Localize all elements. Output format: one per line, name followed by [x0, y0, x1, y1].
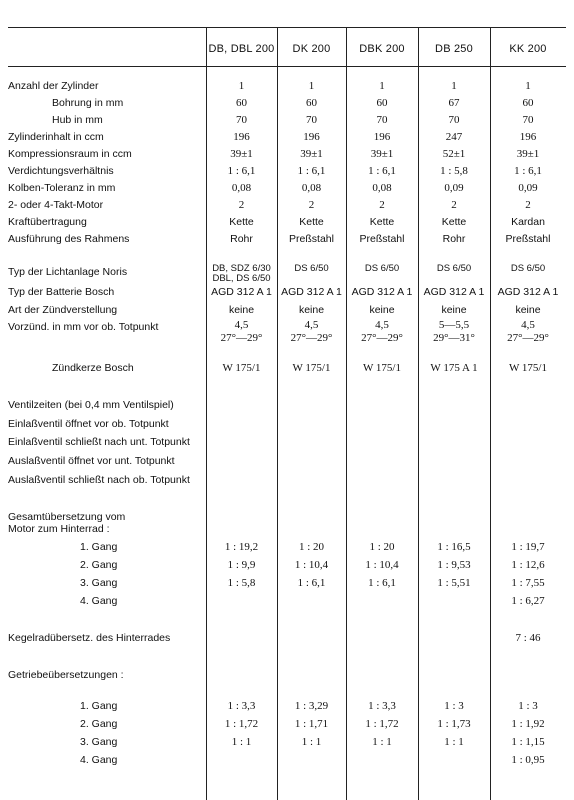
table-cell: 247 — [445, 131, 463, 143]
row-label: 2. Gang — [80, 718, 118, 730]
cell-line: DS 6/50 — [510, 263, 546, 274]
cell-line: DS 6/50 — [294, 263, 329, 274]
row-label: Ausführung des Rahmens — [8, 233, 130, 245]
row-label: Zündkerze Bosch — [52, 362, 134, 374]
cell-line: 29°—31° — [433, 332, 475, 344]
table-cell: 1 : 5,8 — [440, 165, 468, 177]
table-cell: W 175 A 1 — [430, 362, 478, 374]
row-label: Einlaßventil schließt nach unt. Totpunkt — [8, 436, 190, 448]
table-cell: W 175/1 — [509, 362, 547, 374]
table-cell: 1 : 5,8 — [227, 577, 256, 589]
table-cell: 1 : 16,5 — [437, 541, 471, 553]
table-cell: 1 : 6,1 — [297, 577, 326, 589]
table-cell: 196 — [373, 131, 391, 143]
table-cell: Preßstahl — [505, 233, 551, 245]
table-cell: 1 — [238, 80, 245, 92]
table-cell: AGD 312 A 1 — [211, 286, 272, 298]
column-header: DB, DBL 200 — [208, 43, 275, 55]
cell-line: 27°—29° — [290, 332, 333, 344]
cell-line: DS 6/50 — [364, 263, 400, 274]
table-cell: 0,08 — [301, 182, 322, 194]
column-header: KK 200 — [509, 43, 547, 55]
table-cell: 1 : 3,29 — [294, 700, 329, 712]
table-cell: 2 — [308, 199, 315, 211]
table-cell: 1 : 1,73 — [437, 718, 471, 730]
column-header: DBK 200 — [359, 43, 405, 55]
table-cell: AGD 312 A 1 — [281, 286, 342, 298]
table-cell — [418, 319, 490, 345]
row-label: Einlaßventil öffnet vor ob. Totpunkt — [8, 418, 169, 430]
table-cell: W 175/1 — [222, 362, 261, 374]
table-cell: 60 — [236, 97, 247, 109]
table-cell: 1 — [451, 80, 457, 92]
table-cell: 1 — [308, 80, 315, 92]
table-cell: Kette — [229, 216, 254, 228]
table-cell: 2 — [451, 199, 457, 211]
table-cell — [418, 264, 490, 274]
table-cell: 1 : 1,72 — [365, 718, 399, 730]
row-label: Typ der Batterie Bosch — [8, 286, 115, 298]
table-cell: 1 — [379, 80, 385, 92]
table-cell: 2 — [379, 199, 385, 211]
table-cell: 1 : 7,55 — [511, 577, 545, 589]
table-cell: 1 : 0,95 — [511, 754, 545, 766]
table-cell: 2 — [238, 199, 245, 211]
table-cell: 1 : 1,71 — [294, 718, 329, 730]
table-cell: 60 — [376, 97, 388, 109]
cell-line: 5—5,5 — [438, 319, 470, 331]
table-cell: 196 — [303, 131, 320, 143]
table-cell: 39±1 — [230, 148, 253, 160]
table-cell: 52±1 — [442, 148, 466, 160]
table-cell: 1 : 1,72 — [224, 718, 259, 730]
row-label: Anzahl der Zylinder — [8, 80, 99, 92]
table-cell: 1 : 12,6 — [511, 559, 545, 571]
table-cell: 1 : 20 — [298, 541, 325, 553]
table-cell: 1 : 1 — [444, 736, 464, 748]
row-label: Ventilzeiten (bei 0,4 mm Ventilspiel) — [8, 399, 174, 411]
row-label: 1. Gang — [80, 700, 118, 712]
table-cell — [206, 264, 277, 284]
table-cell — [277, 264, 346, 274]
table-cell: 39±1 — [300, 148, 323, 160]
table-cell: 1 : 3 — [518, 700, 538, 712]
cell-line: 4,5 — [521, 319, 535, 331]
table-cell: 1 : 1 — [301, 736, 322, 748]
row-label: Motor zum Hinterrad : — [8, 523, 110, 535]
table-cell: 0,09 — [444, 182, 464, 194]
row-label: Kraftübertragung — [8, 216, 87, 228]
row-label: 4. Gang — [80, 595, 118, 607]
table-cell: 60 — [306, 97, 317, 109]
row-label: 3. Gang — [80, 577, 118, 589]
table-cell: 1 : 1 — [372, 736, 392, 748]
cell-line: 27°—29° — [220, 332, 263, 344]
table-cell: 1 : 6,27 — [511, 595, 545, 607]
row-label: 4. Gang — [80, 754, 118, 766]
table-cell: keine — [369, 304, 395, 316]
cell-line: 4,5 — [234, 319, 249, 331]
cell-line: 27°—29° — [507, 332, 549, 344]
table-cell — [277, 319, 346, 345]
row-label: 2. Gang — [80, 559, 118, 571]
table-cell: 1 : 6,1 — [297, 165, 326, 177]
table-cell: 0,09 — [518, 182, 538, 194]
table-cell: Rohr — [230, 233, 253, 245]
top-rule — [8, 27, 566, 28]
table-cell: 196 — [519, 131, 537, 143]
row-label: Kegelradübersetz. des Hinterrades — [8, 632, 171, 644]
table-cell: 1 : 1,15 — [511, 736, 545, 748]
row-label: Art der Zündverstellung — [8, 304, 118, 316]
table-cell: 7 : 46 — [515, 632, 541, 644]
table-cell: 1 : 10,4 — [294, 559, 329, 571]
cell-line: 4,5 — [304, 319, 319, 331]
table-cell: 1 : 1,92 — [511, 718, 545, 730]
table-cell: 0,08 — [372, 182, 392, 194]
cell-line: 4,5 — [375, 319, 389, 331]
table-cell: Kette — [299, 216, 324, 228]
table-cell: 67 — [448, 97, 460, 109]
table-cell: 1 : 9,53 — [437, 559, 471, 571]
table-cell: 1 : 3 — [444, 700, 464, 712]
table-cell: 70 — [376, 114, 388, 126]
table-cell — [346, 319, 418, 345]
table-cell: W 175/1 — [363, 362, 401, 374]
table-cell — [346, 264, 418, 274]
row-label: 2- oder 4-Takt-Motor — [8, 199, 104, 211]
table-cell: Kette — [369, 216, 395, 228]
table-cell: 2 — [525, 199, 531, 211]
column-header: DB 250 — [435, 43, 473, 55]
table-cell: 1 : 19,7 — [511, 541, 545, 553]
table-cell: AGD 312 A 1 — [351, 286, 413, 298]
cell-line: 27°—29° — [361, 332, 403, 344]
table-cell: 1 : 6,1 — [368, 165, 396, 177]
table-cell: 1 : 19,2 — [224, 541, 259, 553]
table-cell: 1 : 20 — [369, 541, 395, 553]
row-label: Zylinderinhalt in ccm — [8, 131, 104, 143]
table-cell: 1 : 3,3 — [368, 700, 396, 712]
table-cell: 70 — [448, 114, 460, 126]
table-cell: keine — [228, 304, 255, 316]
row-label: Kompressionsraum in ccm — [8, 148, 132, 160]
table-cell: 1 : 5,51 — [437, 577, 471, 589]
table-cell: 1 : 10,4 — [365, 559, 399, 571]
table-cell: keine — [441, 304, 467, 316]
row-label: Typ der Lichtanlage Noris — [8, 266, 128, 278]
table-cell: Kette — [441, 216, 467, 228]
table-cell — [490, 319, 566, 345]
cell-line: DS 6/50 — [436, 263, 472, 274]
row-label: 1. Gang — [80, 541, 118, 553]
table-cell: 70 — [522, 114, 534, 126]
table-cell — [490, 264, 566, 274]
row-label: Hub in mm — [52, 114, 103, 126]
table-cell — [206, 319, 277, 345]
table-cell: Preßstahl — [289, 233, 334, 245]
column-header: DK 200 — [292, 43, 331, 55]
table-cell: 70 — [306, 114, 317, 126]
table-cell: Preßstahl — [359, 233, 405, 245]
table-cell: 1 — [525, 80, 531, 92]
row-label: Auslaßventil schließt nach ob. Totpunkt — [8, 474, 190, 486]
table-cell: 1 : 6,1 — [368, 577, 396, 589]
row-label: Gesamtübersetzung vom — [8, 511, 126, 523]
table-cell: Kardan — [511, 216, 545, 228]
row-label: 3. Gang — [80, 736, 118, 748]
row-label: Verdichtungsverhältnis — [8, 165, 114, 177]
header-rule — [8, 66, 566, 67]
table-cell: 70 — [236, 114, 247, 126]
table-cell: Rohr — [442, 233, 466, 245]
table-cell: 196 — [233, 131, 250, 143]
table-cell: 1 : 6,1 — [514, 165, 542, 177]
table-cell: keine — [298, 304, 325, 316]
table-cell: 1 : 3,3 — [227, 700, 256, 712]
table-cell: 39±1 — [516, 148, 540, 160]
cell-line: DBL, DS 6/50 — [212, 273, 271, 284]
table-cell: keine — [515, 304, 541, 316]
row-label: Kolben-Toleranz in mm — [8, 182, 116, 194]
table-cell: 60 — [522, 97, 534, 109]
table-cell: 39±1 — [370, 148, 394, 160]
table-cell: AGD 312 A 1 — [497, 286, 559, 298]
table-cell: 1 : 6,1 — [227, 165, 256, 177]
cell-line: DB, SDZ 6/30 — [212, 263, 271, 274]
row-label: Auslaßventil öffnet vor unt. Totpunkt — [8, 455, 175, 467]
table-cell: 1 : 1 — [231, 736, 252, 748]
row-label: Vorzünd. in mm vor ob. Totpunkt — [8, 321, 159, 333]
table-cell: W 175/1 — [292, 362, 331, 374]
row-label: Bohrung in mm — [52, 97, 124, 109]
row-label: Getriebeübersetzungen : — [8, 669, 124, 681]
table-cell: 0,08 — [231, 182, 252, 194]
table-cell: 1 : 9,9 — [227, 559, 256, 571]
table-cell: AGD 312 A 1 — [423, 286, 485, 298]
